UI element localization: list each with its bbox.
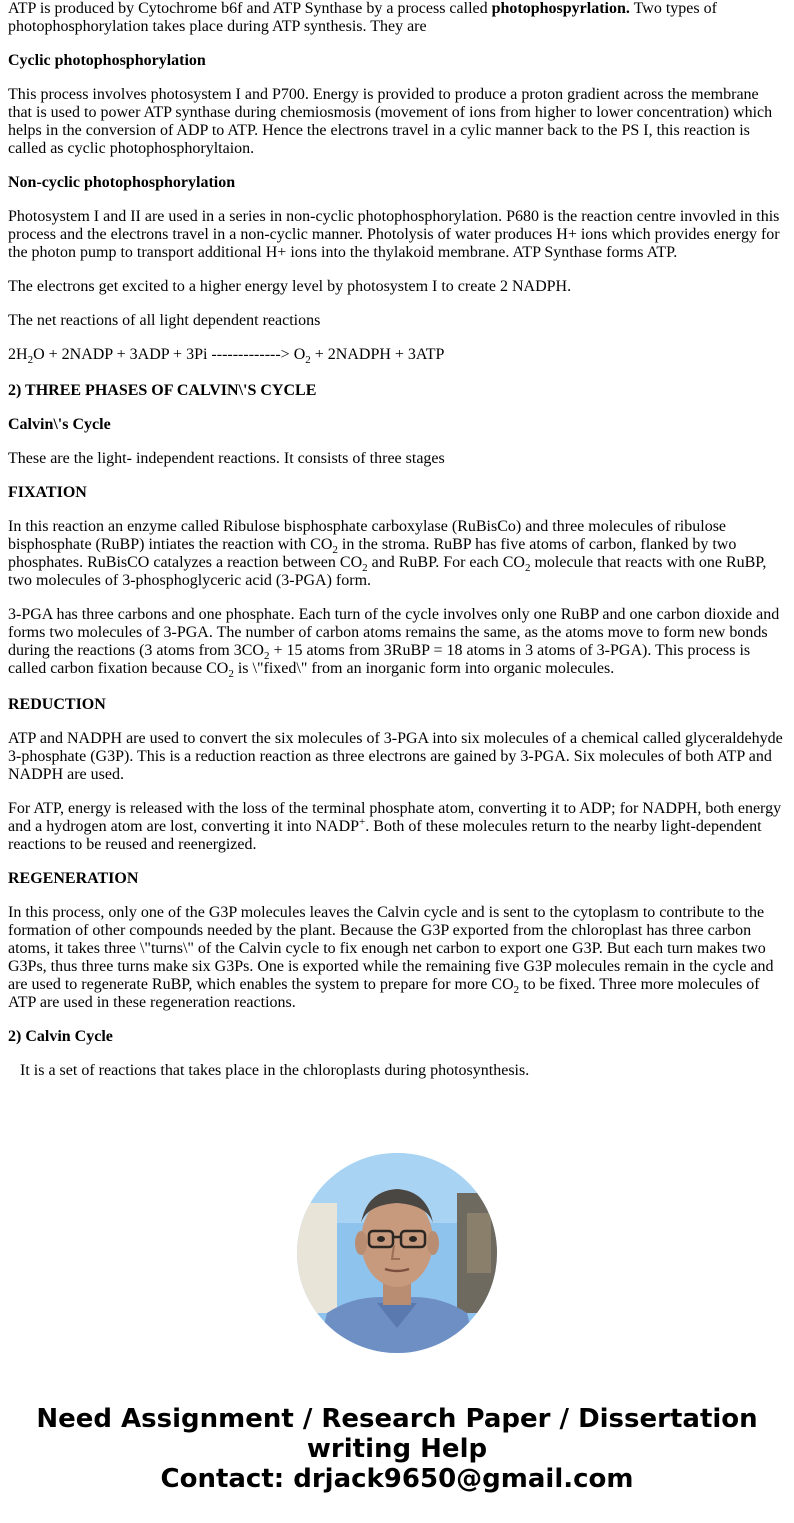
promo-contact: Contact: drjack9650@gmail.com xyxy=(160,1464,634,1494)
fixation-text: molecule that reacts with one RuBP, two molecules of 3-phosphoglyceric acid (3-PGA) form. xyxy=(8,554,767,589)
net-reaction-equation xyxy=(8,346,786,364)
intro-text-end: Two types of photophosphorylation takes place during ATP synthesis. They are xyxy=(8,0,717,35)
co2-subscript: 2 xyxy=(263,650,270,662)
eq-part: O + 2NADP + 3ADP + 3Pi -------------> O xyxy=(33,346,306,363)
fixation-paragraph-2 xyxy=(8,606,786,678)
co2-subscript: 2 xyxy=(362,562,368,574)
reduction-text: For ATP, energy is released with the loss of the terminal phosphate atom, converting it to ADP; for NADPH, both energy and a hydrogen atom are lost, converting it into NADP xyxy=(8,800,782,835)
co2-subscript: 2 xyxy=(228,668,234,680)
nadph-paragraph: The electrons get excited to a higher energy level by photosystem I to create 2 NADPH. xyxy=(8,278,572,295)
eq-part: + 2NADPH + 3ATP xyxy=(310,346,445,363)
article-body xyxy=(8,0,786,1096)
fixation-text: in the stroma. RuBP has five atoms of carbon, flanked by two phosphates. RuBisCO catalyzes a reaction between CO xyxy=(8,536,737,571)
eq-subscript: 2 xyxy=(27,354,34,366)
fixation-text: 3-PGA has three carbons and one phosphate. Each turn of the cycle involves only one RuBP and one carbon dioxide and forms two molecules of 3-PGA. The number of carbon atoms remains the same, as the atoms move to form new bonds during the reactions (3 atoms from 3CO xyxy=(8,606,780,659)
co2-subscript: 2 xyxy=(332,544,338,556)
calvin-cycle-text: It is a set of reactions that takes place in the chloroplasts during photosynthesis. xyxy=(20,1062,530,1079)
regeneration-text: In this process, only one of the G3P molecules leaves the Calvin cycle and is sent to the cytoplasm to contribute to the formation of other compounds needed by the plant. Because the G3P exported from the chloroplast has three carbon atoms, it takes three \"turns\" of the Calvin cycle to fix enough net carbon to export one G3P. But each turn makes two G3Ps, thus three turns make six G3Ps. One is exported while the remaining five G3P molecules remain in the cycle and are used to regenerate RuBP, which enables the system to prepare for more CO xyxy=(8,904,774,993)
calvin-subheading: Calvin\'s Cycle xyxy=(8,416,111,433)
reduction-heading: REDUCTION xyxy=(8,696,106,713)
eq-part: 2H xyxy=(8,346,28,363)
intro-text: ATP is produced by Cytochrome b6f and ATP Synthase by a process called xyxy=(8,0,492,17)
reduction-paragraph-1: ATP and NADPH are used to convert the six molecules of 3-PGA into six molecules of a chemical called glyceraldehyde 3-phosphate (G3P). This is a reduction reaction as three electrons are gained by 3-PGA. Six molecules of both ATP and NADPH are used. xyxy=(8,730,783,783)
phases-heading: 2) THREE PHASES OF CALVIN\'S CYCLE xyxy=(8,382,317,399)
co2-subscript: 2 xyxy=(513,984,520,996)
intro-bold-term: photophospyrlation. xyxy=(491,0,630,17)
calvin-cycle-heading: 2) Calvin Cycle xyxy=(8,1028,113,1045)
reduction-text: . Both of these molecules return to the nearby light-dependent reactions to be reused and reenergized. xyxy=(8,818,762,853)
net-reactions-label: The net reactions of all light dependent reactions xyxy=(8,312,321,329)
fixation-text: In this reaction an enzyme called Ribulose bisphosphate carboxylase (RuBisCo) and three molecules of ribulose bisphosphate (RuBP) intiates the reaction with CO xyxy=(8,518,727,553)
fixation-paragraph-1 xyxy=(8,518,786,590)
regeneration-text: to be fixed. Three more molecules of ATP are used in these regeneration reactions. xyxy=(8,976,760,1011)
cyclic-heading: Cyclic photophosphorylation xyxy=(8,52,206,69)
intro-paragraph xyxy=(8,0,786,36)
fixation-text: is \"fixed\" from an inorganic form into organic molecules. xyxy=(233,660,615,677)
phases-intro: These are the light- independent reactions. It consists of three stages xyxy=(8,450,445,467)
eq-subscript: 2 xyxy=(305,354,311,366)
fixation-text: and RuBP. For each CO xyxy=(367,554,525,571)
nadp-superscript: + xyxy=(359,816,366,828)
co2-subscript: 2 xyxy=(524,562,531,574)
regeneration-heading: REGENERATION xyxy=(8,870,139,887)
noncyclic-heading: Non-cyclic photophosphorylation xyxy=(8,174,236,191)
promo-line-2: writing Help xyxy=(306,1434,488,1464)
author-portrait-image xyxy=(297,1153,497,1353)
noncyclic-paragraph: Photosystem I and II are used in a series in non-cyclic photophosphorylation. P680 is the reaction centre invovled in this process and the electrons travel in a non-cyclic manner. Photolysis of water produces H+ ions which provides energy for the photon pump to transport additional H+ ions into the thylakoid membrane. ATP Synthase forms ATP. xyxy=(8,208,780,261)
author-avatar xyxy=(297,1153,497,1353)
promo-banner xyxy=(0,1404,794,1494)
promo-line-1: Need Assignment / Research Paper / Dissertation xyxy=(36,1404,758,1434)
fixation-heading: FIXATION xyxy=(8,484,87,501)
reduction-paragraph-2 xyxy=(8,800,786,854)
fixation-text: + 15 atoms from 3RuBP = 18 atoms in 3 atoms of 3-PGA). This process is called carbon fixation because CO xyxy=(8,642,751,677)
regeneration-paragraph xyxy=(8,904,786,1012)
cyclic-paragraph: This process involves photosystem I and P700. Energy is provided to produce a proton gradient across the membrane that is used to power ATP synthase during chemiosmosis (movement of ions from higher to lower concentration) which helps in the conversion of ADP to ATP. Hence the electrons travel in a cylic manner back to the PS I, this reaction is called as cyclic photophosphoryltaion. xyxy=(8,86,773,157)
